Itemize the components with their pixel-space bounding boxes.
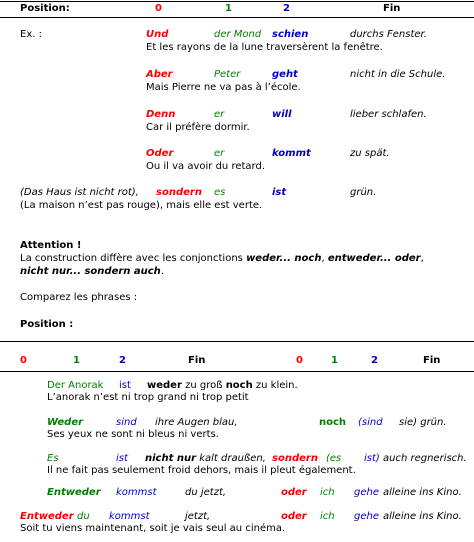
row-3-end: auch regnerisch. (383, 453, 467, 464)
example-4-translation: Ou il va avoir du retard. (146, 161, 265, 172)
attention-title: Attention ! (20, 240, 82, 251)
attention-line-1 (20, 253, 424, 265)
row-3-subject-2: (es (326, 453, 342, 464)
left-col-2-header: 2 (119, 355, 126, 366)
row-5-conj: Entweder (20, 511, 74, 522)
right-col-1-header: 1 (331, 355, 338, 366)
row-5-translation: Soit tu viens maintenant, soit je vais seul au cinéma. (20, 523, 286, 534)
example-1-conj: Und (146, 29, 169, 40)
row-4-middle: du jetzt, (185, 487, 227, 498)
example-4-fin: zu spät. (350, 148, 390, 159)
row-4-verb: kommst (116, 487, 157, 498)
attention-comma: , (420, 253, 424, 264)
right-col-2-header: 2 (371, 355, 378, 366)
example-1-verb: schien (272, 29, 309, 40)
row-4-oder: oder (281, 487, 307, 498)
example-4-conj: Oder (146, 148, 174, 159)
example-2-subject: Peter (214, 69, 241, 80)
position-label-2: Position : (20, 319, 74, 330)
row-4-verb-2: gehe (354, 487, 379, 498)
left-col-1-header: 1 (73, 355, 80, 366)
example-2-conj: Aber (146, 69, 173, 80)
row-3-middle (145, 453, 266, 465)
entweder-oder-term: entweder... oder (327, 253, 421, 264)
example-1-fin: durchs Fenster. (350, 29, 427, 40)
col-2-header: 2 (283, 3, 290, 14)
row-1-noch: noch (225, 380, 253, 391)
row-1-verb: ist (119, 380, 131, 391)
row-2-middle: ihre Augen blau, (155, 417, 238, 428)
ex-label: Ex. : (20, 29, 42, 40)
right-col-fin-header: Fin (423, 355, 441, 366)
example-3-fin: lieber schlafen. (350, 109, 427, 120)
row-3-translation: Il ne fait pas seulement froid dehors, mais il pleut également. (47, 465, 356, 476)
row-2-verb-2: (sind (358, 417, 383, 428)
sondern-conj: sondern (156, 187, 202, 198)
nicht-nur-term: nicht nur... sondern auch (20, 266, 161, 277)
row-1-end: zu klein. (252, 380, 298, 391)
compare-text: Comparez les phrases : (20, 292, 138, 303)
attention-sep: , (321, 253, 328, 264)
attention-text: La construction diffère avec les conjonctions (20, 253, 247, 264)
col-1-header: 1 (225, 3, 232, 14)
row-4-subject-2: ich (320, 487, 335, 498)
example-2-verb: geht (272, 69, 298, 80)
row-3-subject: Es (47, 453, 59, 464)
sondern-subject: es (214, 187, 226, 198)
row-2-noch: noch (319, 417, 347, 428)
example-4-subject: er (214, 148, 225, 159)
row-1-weder: weder (147, 380, 182, 391)
sondern-fin: grün. (350, 187, 377, 198)
col-0-header: 0 (155, 3, 162, 14)
row-3-nicht-nur: nicht nur (145, 453, 197, 464)
row-2-conj: Weder (47, 417, 84, 428)
example-2-fin: nicht in die Schule. (350, 69, 446, 80)
weder-noch-term: weder... noch (246, 253, 322, 264)
left-col-0-header: 0 (20, 355, 27, 366)
row-5-end: alleine ins Kino. (383, 511, 462, 522)
row-3-sondern: sondern (272, 453, 318, 464)
row-1-middle: zu groß (181, 380, 226, 391)
example-1-translation: Et les rayons de la lune traversèrent la fenêtre. (146, 42, 383, 53)
row-5-verb: kommst (109, 511, 150, 522)
attention-period: . (160, 266, 164, 277)
row-3-verb: ist (116, 453, 128, 464)
row-3-middle-text: kalt draußen, (196, 453, 266, 464)
row-2-translation: Ses yeux ne sont ni bleus ni verts. (47, 429, 219, 440)
attention-line-2 (20, 266, 164, 278)
example-1-subject: der Mond (214, 29, 262, 40)
left-col-fin-header: Fin (188, 355, 206, 366)
header-rule (0, 17, 474, 18)
example-3-translation: Car il préfère dormir. (146, 122, 250, 133)
col-fin-header: Fin (383, 3, 401, 14)
example-4-verb: kommt (272, 148, 311, 159)
row-5-oder: oder (281, 511, 307, 522)
row-5-subject-2: ich (320, 511, 335, 522)
example-3-verb: will (272, 109, 292, 120)
row-3-verb-2: ist) (364, 453, 380, 464)
row-1-rest (147, 380, 298, 392)
example-3-conj: Denn (146, 109, 176, 120)
row-5-verb-2: gehe (354, 511, 379, 522)
row-5-middle: jetzt, (185, 511, 211, 522)
second-header-bottom-rule (0, 371, 474, 372)
sondern-translation: (La maison n’est pas rouge), mais elle est verte. (20, 200, 263, 211)
position-heading: Position: (20, 3, 70, 14)
row-4-end: alleine ins Kino. (383, 487, 462, 498)
row-1-translation: L’anorak n’est ni trop grand ni trop petit (47, 392, 249, 403)
right-col-0-header: 0 (296, 355, 303, 366)
example-2-translation: Mais Pierre ne va pas à l’école. (146, 82, 301, 93)
row-2-verb: sind (116, 417, 137, 428)
row-2-end: sie) grün. (399, 417, 447, 428)
row-5-subject: du (77, 511, 90, 522)
row-4-conj: Entweder (47, 487, 101, 498)
sondern-verb: ist (272, 187, 287, 198)
example-3-subject: er (214, 109, 225, 120)
row-1-subject: Der Anorak (47, 380, 104, 391)
second-header-top-rule (0, 341, 474, 342)
top-rule (0, 1, 474, 2)
sondern-prefix: (Das Haus ist nicht rot), (20, 187, 139, 198)
